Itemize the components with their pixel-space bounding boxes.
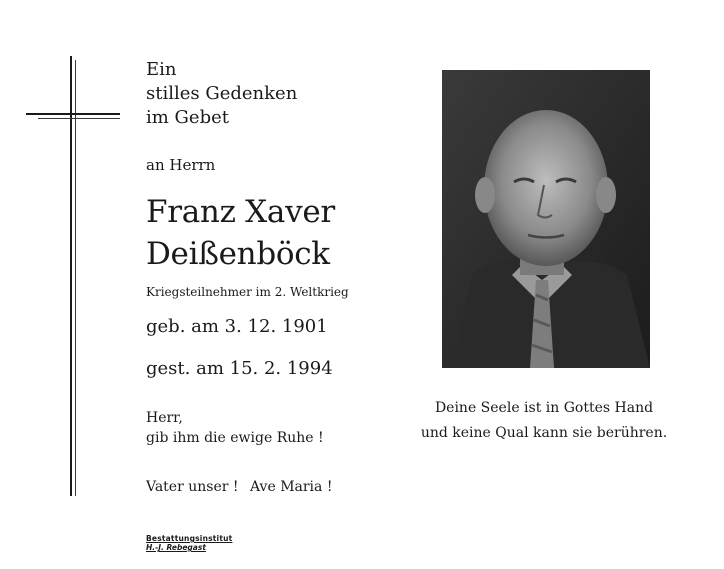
prayer-line-1: Herr, [146,410,183,426]
birth-date: geb. am 3. 12. 1901 [146,316,328,337]
funeral-home-logo [146,534,232,552]
portrait-icon [442,70,650,368]
portrait-photo [442,70,650,368]
cross-vertical-bar-shadow [75,60,76,496]
cross-horizontal-bar-shadow [38,118,120,119]
deceased-role: Kriegsteilnehmer im 2. Weltkrieg [146,285,349,299]
cross-vertical-bar [70,56,72,496]
cross-horizontal-bar [26,113,120,115]
deceased-last-name: Deißenböck [146,236,330,272]
intro-line-3: im Gebet [146,107,229,128]
caption-line-2: und keine Qual kann sie berühren. [420,425,668,441]
intro-line-1: Ein [146,59,177,80]
prayer-line-2: gib ihm die ewige Ruhe ! [146,430,324,446]
death-date: gest. am 15. 2. 1994 [146,358,333,379]
vater-unser: Vater unser ! [146,479,239,495]
funeral-home-owner: H.-J. Rebegast [146,543,206,552]
salutation: an Herrn [146,156,216,174]
caption-line-1: Deine Seele ist in Gottes Hand [434,400,654,416]
intro-line-2: stilles Gedenken [146,83,298,104]
funeral-home-name: Bestattungsinstitut [146,534,233,543]
deceased-first-name: Franz Xaver [146,194,335,230]
ave-maria: Ave Maria ! [250,479,333,495]
